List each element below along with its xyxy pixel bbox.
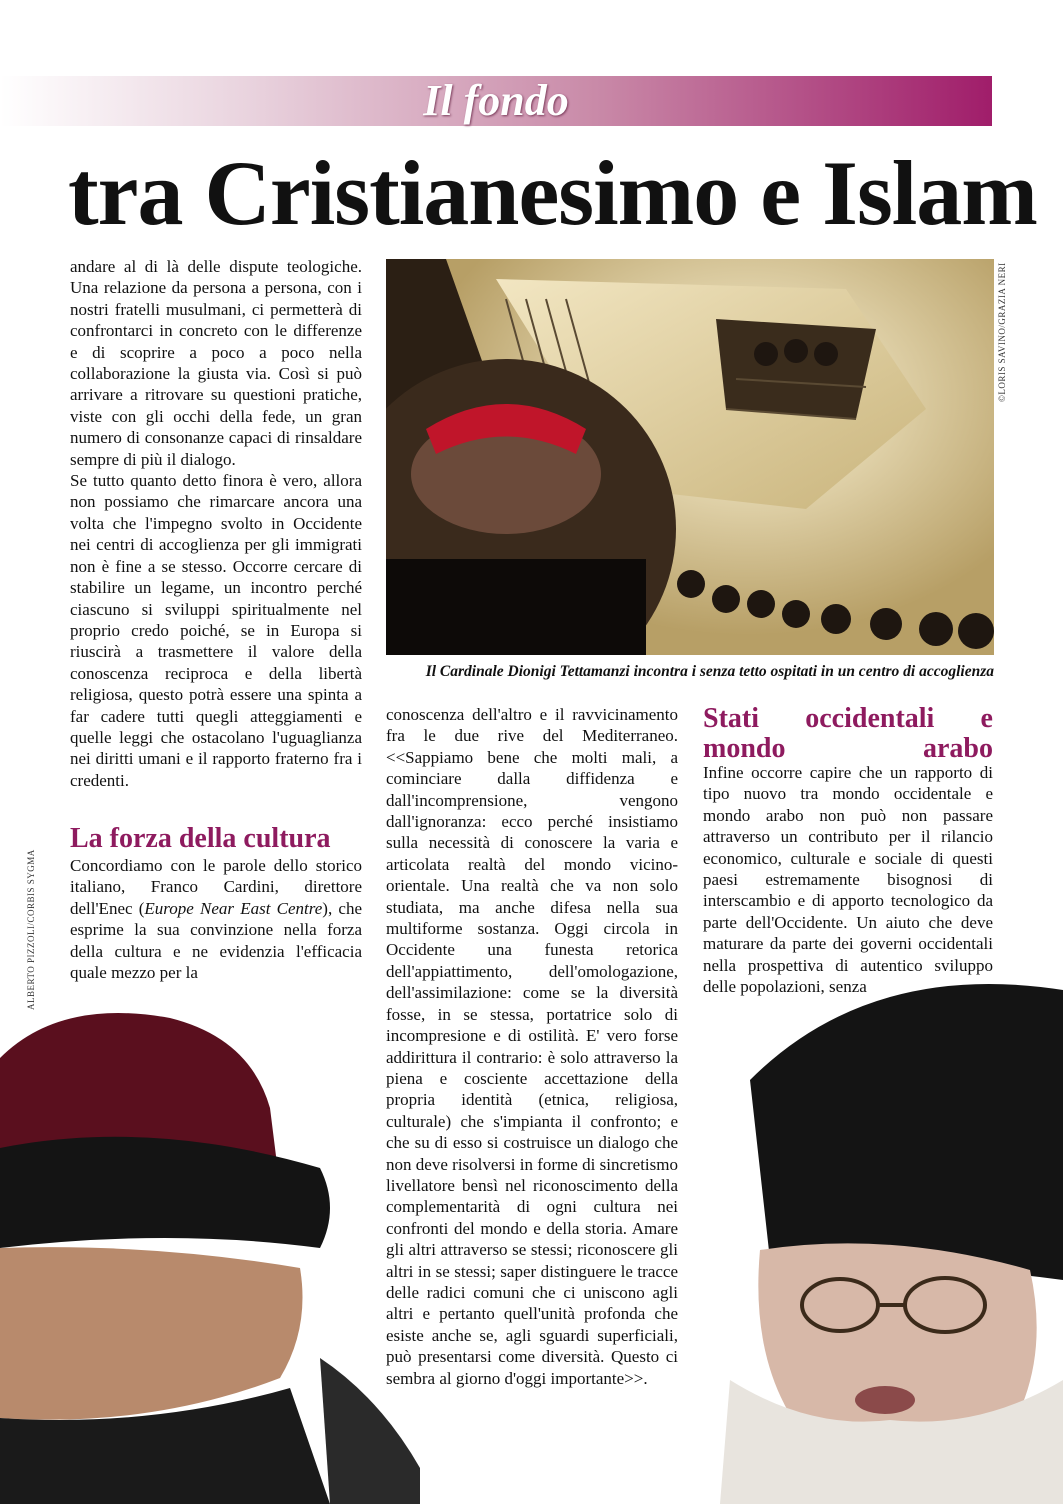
column-1: [70, 256, 362, 791]
section-title: Il fondo: [423, 76, 569, 125]
italic-name: Europe Near East Centre: [144, 898, 323, 918]
column-1-continued: [70, 855, 362, 983]
column-2: [386, 704, 678, 1389]
section-banner: [0, 76, 992, 126]
paragraph: conoscenza dell'altro e il ravvicinamento fra le due rive del Mediterraneo. <<Sappiamo bene che molti mali, a cominciare dalla diffidenza e dall'incomprensione, vengono dall'ignoranza: ecco perché insistiamo sulla necessità di conoscere la varia e articolata realtà del mondo vicino-orientale. Una realtà che va non solo studiata, ma anche difesa nella sua multiforme sostanza. Oggi circola in Occidente una funesta retorica dell'appiattimento, dell'omologazione, dell'assimilazione: come se la diversità fosse, in se stessa, portatrice solo di incompresione e di ostilità. E' vero forse addirittura il contrario: è solo attraverso la piena e cosciente accettazione della propria identità (etnica, religiosa, culturale) che s'impianta il confronto; e che su di esso si costruisce un dialogo che non deve risolversi in forme di sincretismo livellatore bensì nel riconoscimento della complementarità di ogni cultura nei confronti del mondo e della storia. Amare gli altri attraverso se stessi; riconoscere gli altri in se stessi; saper distinguere le tracce delle radici comuni che ci uniscono agli altri e pertanto quell'unità profonda che esiste anche se, agli sguardi superficiali, può presentarsi come diversità. Questo ci sembra al giorno d'oggi importante>>.: [386, 705, 678, 1388]
portrait-left: [0, 998, 420, 1504]
paragraph: andare al di là delle dispute teologiche. Una relazione da persona a persona, con i nostri fratelli musulmani, ci permetterà di confrontarci in concreto con le differenze e di scoprire a poco a poco nella collaborazione la giusta via. Così si può arrivare a ritrovare su questioni pratiche, viste con gli occhi della fede, un gran numero di consonanze capaci di rinsaldare sempre di più il dialogo.: [70, 257, 362, 469]
portrait-credit: ALBERTO PIZZOLI/CORBIS SYGMA: [26, 849, 36, 1010]
headline: tra Cristianesimo e Islam: [68, 142, 1037, 244]
stairwell-photo-image: [386, 259, 994, 655]
subheading-western-states: Stati occidentali e mondo arabo: [703, 703, 993, 764]
paragraph: Se tutto quanto detto finora è vero, allora non possiamo che rimarcare ancora una volta che l'impegno svolto in Occidente nei centri di accoglienza per gli immigrati non è fine a se stesso. Occorre cercare di stabilire un legame, un incontro perché ciascuno si sviluppi spiritualmente nel proprio credo poiché, se in Europa si riuscirà a trasmettere il valore della conoscenza reciproca e della libertà religiosa, questo potrà essere una spinta a far cadere tutti quegli atteggiamenti e quelle leggi che ostacolano l'uguaglianza nei diritti umani e il rapporto fraterno fra i credenti.: [70, 471, 362, 790]
photo-caption: Il Cardinale Dionigi Tettamanzi incontra i senza tetto ospitati in un centro di accoglienza: [425, 663, 994, 680]
archbishop-portrait-image: [690, 960, 1063, 1504]
photo-credit: ©LORIS SAVINO/GRAZIA NERI: [997, 262, 1007, 402]
cleric-portrait-image: [0, 998, 420, 1504]
paragraph: Infine occorre capire che un rapporto di tipo nuovo tra mondo occidentale e mondo arabo non può non passare attraverso un contributo per il rilancio economico, culturale e sociale di questi paesi estremamente bisognosi di interscambio e di apporto tecnologico da parte dell'Occidente. Un aiuto che deve maturare da parte dei governi occidentali nella prospettiva di autentico sviluppo delle popolazioni, senza: [703, 763, 993, 997]
main-photo: [386, 259, 994, 655]
paragraph: Concordiamo con le parole dello storico italiano, Franco Cardini, direttore dell'Enec (Europe Near East Centre), che esprime la sua convinzione nella forza della cultura e ne evidenzia l'efficacia quale mezzo per la: [70, 856, 362, 983]
subheading-culture: La forza della cultura: [70, 823, 331, 854]
portrait-right: [690, 960, 1063, 1504]
